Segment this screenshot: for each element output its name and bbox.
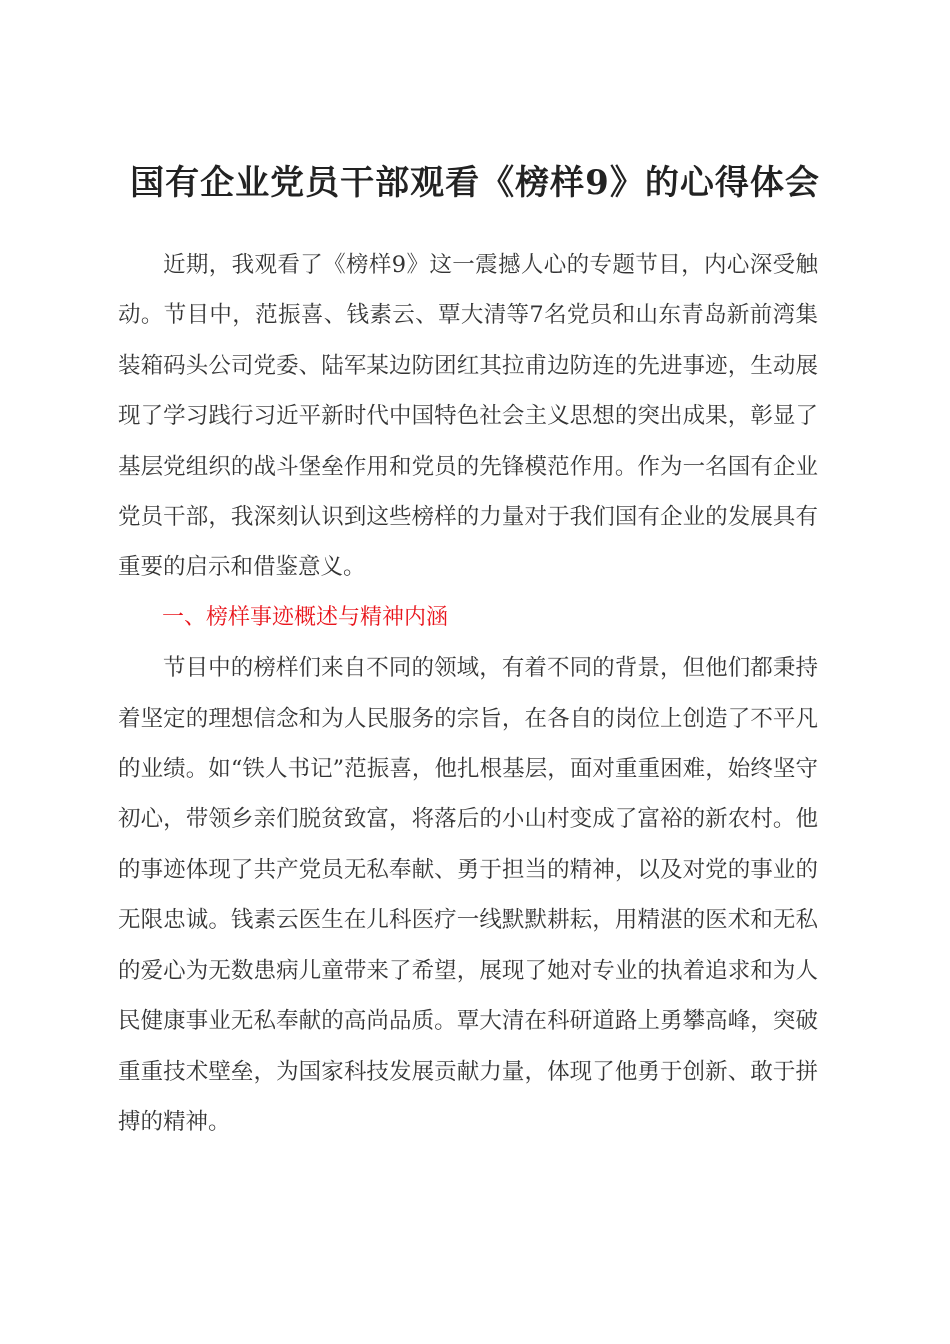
- document-title: 国有企业党员干部观看《榜样9》的心得体会: [130, 163, 820, 203]
- document-body: [118, 240, 818, 1147]
- intro-paragraph: 近期，我观看了《榜样9》这一震撼人心的专题节目，内心深受触动。节目中，范振喜、钱素云、覃大清等7名党员和山东青岛新前湾集装箱码头公司党委、陆军某边防团红其拉甫边防连的先进事迹，生动展现了学习践行习近平新时代中国特色社会主义思想的突出成果，彰显了基层党组织的战斗堡垒作用和党员的先锋模范作用。作为一名国有企业党员干部，我深刻认识到这些榜样的力量对于我们国有企业的发展具有重要的启示和借鉴意义。: [118, 252, 818, 581]
- section-1-paragraph: 节目中的榜样们来自不同的领域，有着不同的背景，但他们都秉持着坚定的理想信念和为人民服务的宗旨，在各自的岗位上创造了不平凡的业绩。如“铁人书记”范振喜，他扎根基层，面对重重困难，始终坚守初心，带领乡亲们脱贫致富，将落后的小山村变成了富裕的新农村。他的事迹体现了共产党员无私奉献、勇于担当的精神，以及对党的事业的无限忠诚。钱素云医生在儿科医疗一线默默耕耘，用精湛的医术和无私的爱心为无数患病儿童带来了希望，展现了她对专业的执着追求和为人民健康事业无私奉献的高尚品质。覃大清在科研道路上勇攀高峰，突破重重技术壁垒，为国家科技发展贡献力量，体现了他勇于创新、敢于拼搏的精神。: [118, 655, 818, 1135]
- section-heading-1: 一、榜样事迹概述与精神内涵: [162, 604, 449, 630]
